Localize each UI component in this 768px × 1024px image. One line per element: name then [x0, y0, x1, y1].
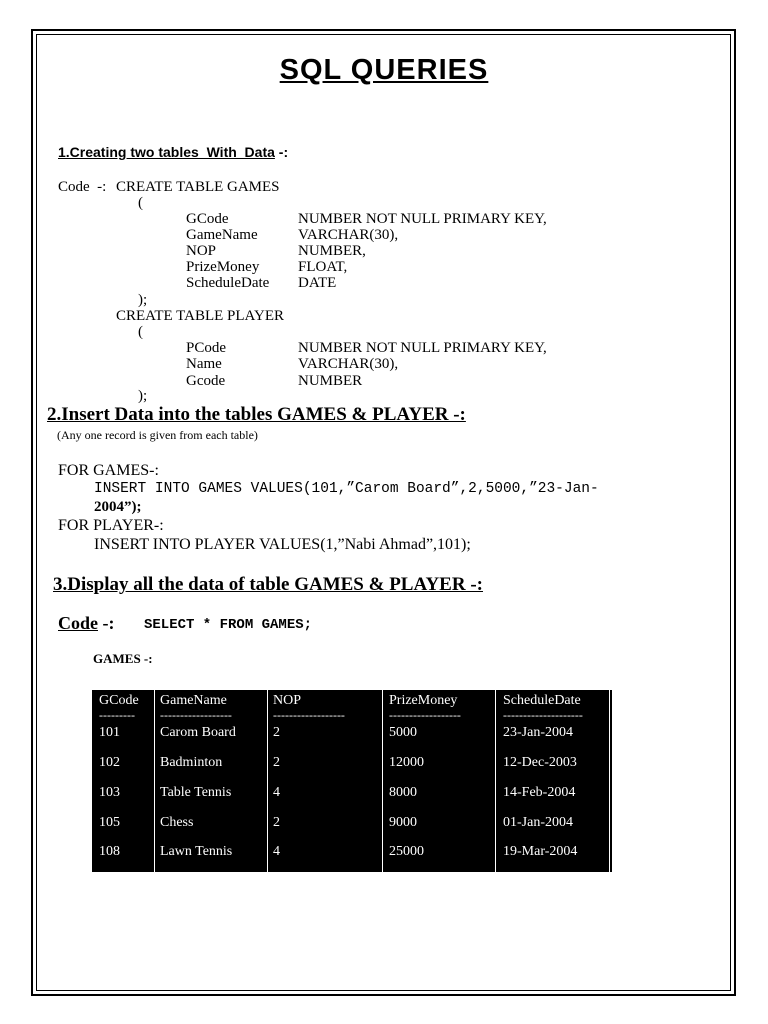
games-column-name: NOP	[186, 243, 217, 259]
games-open-paren: (	[138, 195, 143, 211]
player-column-type: NUMBER	[298, 373, 363, 389]
table-cell: Table Tennis	[160, 785, 232, 800]
table-cell: 12000	[389, 755, 424, 770]
table-cell: 14-Feb-2004	[503, 785, 576, 800]
player-column-name: Name	[186, 356, 222, 372]
table-cell: 8000	[389, 785, 417, 800]
table-cell: Carom Board	[160, 725, 236, 740]
section1-heading	[58, 144, 288, 160]
table-cell: 9000	[389, 815, 417, 830]
table-cell: 23-Jan-2004	[503, 725, 573, 740]
column-divider	[267, 690, 268, 872]
games-column-type: VARCHAR(30),	[298, 227, 399, 243]
header-underline: ------------------	[273, 708, 345, 722]
table-cell: Lawn Tennis	[160, 844, 233, 859]
code-label: Code	[58, 613, 98, 633]
table-header: GameName	[160, 693, 227, 708]
games-column-name: ScheduleDate	[186, 275, 270, 291]
table-header: PrizeMoney	[389, 693, 458, 708]
table-cell: 4	[273, 785, 280, 800]
column-divider	[609, 690, 610, 872]
header-underline: ------------------	[389, 708, 461, 722]
result-label: GAMES -:	[93, 651, 153, 666]
table-cell: 2	[273, 725, 280, 740]
table-cell: 105	[99, 815, 120, 830]
games-result-table	[92, 690, 612, 872]
header-underline: ---------	[99, 708, 135, 722]
table-cell: 01-Jan-2004	[503, 815, 573, 830]
table-cell: 25000	[389, 844, 424, 859]
column-divider	[382, 690, 383, 872]
code-separator: -:	[98, 613, 115, 633]
code-line	[58, 613, 115, 634]
games-column-type: FLOAT,	[298, 259, 348, 275]
section3-heading: 3.Display all the data of table GAMES & PLAYER -:	[53, 574, 483, 595]
table-header: GCode	[99, 693, 139, 708]
header-underline: ------------------	[160, 708, 232, 722]
games-column-type: NUMBER,	[298, 243, 366, 259]
player-column-type: NUMBER NOT NULL PRIMARY KEY,	[298, 340, 547, 356]
table-cell: 12-Dec-2003	[503, 755, 577, 770]
for-player-label: FOR PLAYER-:	[58, 517, 164, 534]
section2-heading: 2.Insert Data into the tables GAMES & PLAYER -:	[47, 404, 466, 425]
page-title: SQL QUERIES	[279, 54, 489, 86]
player-insert-statement: INSERT INTO PLAYER VALUES(1,”Nabi Ahmad”,101);	[94, 536, 471, 553]
table-cell: 4	[273, 844, 280, 859]
games-close-paren: );	[138, 292, 148, 308]
column-divider	[154, 690, 155, 872]
table-cell: 2	[273, 755, 280, 770]
table-cell: 108	[99, 844, 120, 859]
code-label: Code -:	[58, 179, 107, 195]
games-column-name: GCode	[186, 211, 229, 227]
section1-heading-suffix: -:	[274, 144, 289, 160]
games-column-name: GameName	[186, 227, 258, 243]
column-divider	[495, 690, 496, 872]
table-cell: 102	[99, 755, 120, 770]
table-cell: 101	[99, 725, 120, 740]
section2-note: (Any one record is given from each table)	[57, 428, 258, 442]
select-query: SELECT * FROM GAMES;	[144, 617, 313, 633]
table-cell: 2	[273, 815, 280, 830]
table-header: ScheduleDate	[503, 693, 581, 708]
player-close-paren: );	[138, 388, 148, 404]
for-games-label: FOR GAMES-:	[58, 462, 159, 479]
table-cell: Badminton	[160, 755, 223, 770]
games-insert-statement-end: 2004”);	[94, 499, 142, 515]
header-underline: --------------------	[503, 708, 583, 722]
games-insert-statement: INSERT INTO GAMES VALUES(101,”Carom Board”,2,5000,”23-Jan-	[94, 481, 599, 497]
table-cell: 5000	[389, 725, 417, 740]
table-cell: 103	[99, 785, 120, 800]
games-create-statement: CREATE TABLE GAMES	[116, 179, 280, 195]
player-create-statement: CREATE TABLE PLAYER	[116, 308, 284, 324]
table-cell: 19-Mar-2004	[503, 844, 578, 859]
player-open-paren: (	[138, 324, 143, 340]
player-column-type: VARCHAR(30),	[298, 356, 399, 372]
player-column-name: PCode	[186, 340, 227, 356]
games-column-type: DATE	[298, 275, 337, 291]
table-header: NOP	[273, 693, 302, 708]
games-column-type: NUMBER NOT NULL PRIMARY KEY,	[298, 211, 547, 227]
player-column-name: Gcode	[186, 373, 226, 389]
table-cell: Chess	[160, 815, 194, 830]
section1-heading-text: 1.Creating two tables With Data	[58, 144, 275, 160]
games-column-name: PrizeMoney	[186, 259, 260, 275]
